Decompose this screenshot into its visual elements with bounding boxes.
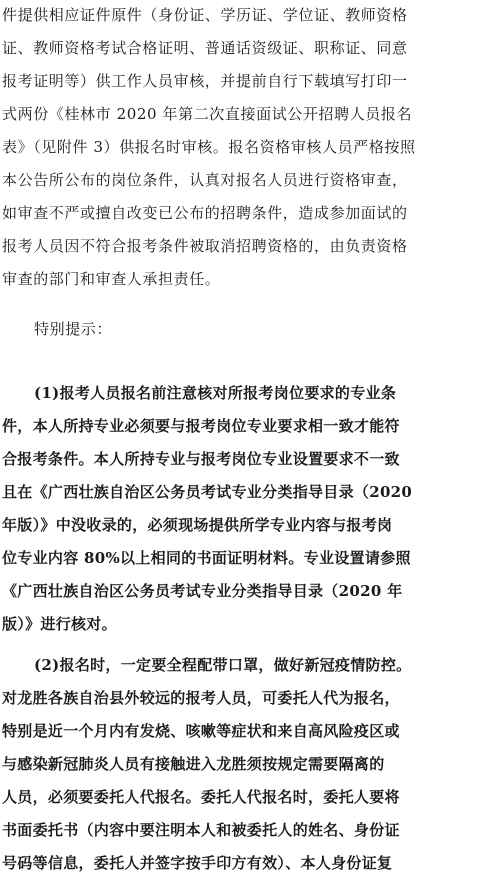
note-1-line-8: 版）》进行核对。 <box>2 615 117 633</box>
note-2-line-7: 号码等信息，委托人并签字按手印方有效）、本人身份证复 <box>2 854 393 872</box>
paragraph-line-9: 审查的部门和审查人承担责任。 <box>2 270 221 288</box>
note-1-line-1: (1)报考人员报名前注意核对所报考岗位要求的专业条 <box>34 384 397 402</box>
note-2-line-2: 对龙胜各族自治县外较远的报考人员，可委托人代为报名， <box>2 689 400 707</box>
paragraph-line-7: 如审查不严或擅自改变已公布的招聘条件，造成参加面试的 <box>2 204 408 222</box>
note-1-line-3: 合报考条件。本人所持专业与报考岗位专业设置要求不一致 <box>2 450 400 468</box>
paragraph-line-2: 证、教师资格考试合格证明、普通话资级证、职称证、同意 <box>2 39 408 57</box>
note-1-line-4: 且在《广西壮族自治区公务员考试专业分类指导目录（2020 <box>2 483 413 501</box>
paragraph-line-1: 件提供相应证件原件（身份证、学历证、学位证、教师资格 <box>2 6 408 24</box>
note-2-line-5: 人员，必须要委托人代报名。委托人代报名时，委托人要将 <box>2 788 400 806</box>
paragraph-line-4: 式两份《桂林市 2020 年第二次直接面试公开招聘人员报名 <box>2 105 413 123</box>
special-note-heading: 特别提示： <box>34 320 113 338</box>
note-2-line-6: 书面委托书（内容中要注明本人和被委托人的姓名、身份证 <box>2 821 400 839</box>
paragraph-line-3: 报考证明等）供工作人员审核，并提前自行下载填写打印一 <box>2 72 408 90</box>
note-2-line-1: (2)报名时，一定要全程配带口罩，做好新冠疫情防控。 <box>34 656 412 674</box>
paragraph-line-8: 报考人员因不符合报考条件被取消招聘资格的，由负责资格 <box>2 237 408 255</box>
note-2-line-3: 特别是近一个月内有发烧、咳嗽等症状和来自高风险疫区或 <box>2 722 400 740</box>
paragraph-line-5: 表》（见附件 3）供报名时审核。报名资格审核人员严格按照 <box>2 138 416 156</box>
note-1-line-7: 《广西壮族自治区公务员考试专业分类指导目录（2020 年 <box>2 582 403 600</box>
note-2-line-4: 与感染新冠肺炎人员有接触进入龙胜须按规定需要隔离的 <box>2 755 385 773</box>
note-1-line-6: 位专业内容 80%以上相同的书面证明材料。专业设置请参照 <box>2 549 411 567</box>
note-1-line-5: 年版）》中没收录的，必须现场提供所学专业内容与报考岗 <box>2 516 393 534</box>
paragraph-line-6: 本公告所公布的岗位条件，认真对报名人员进行资格审查， <box>2 171 408 189</box>
note-1-line-2: 件，本人所持专业必须要与报考岗位专业要求相一致才能符 <box>2 417 400 435</box>
